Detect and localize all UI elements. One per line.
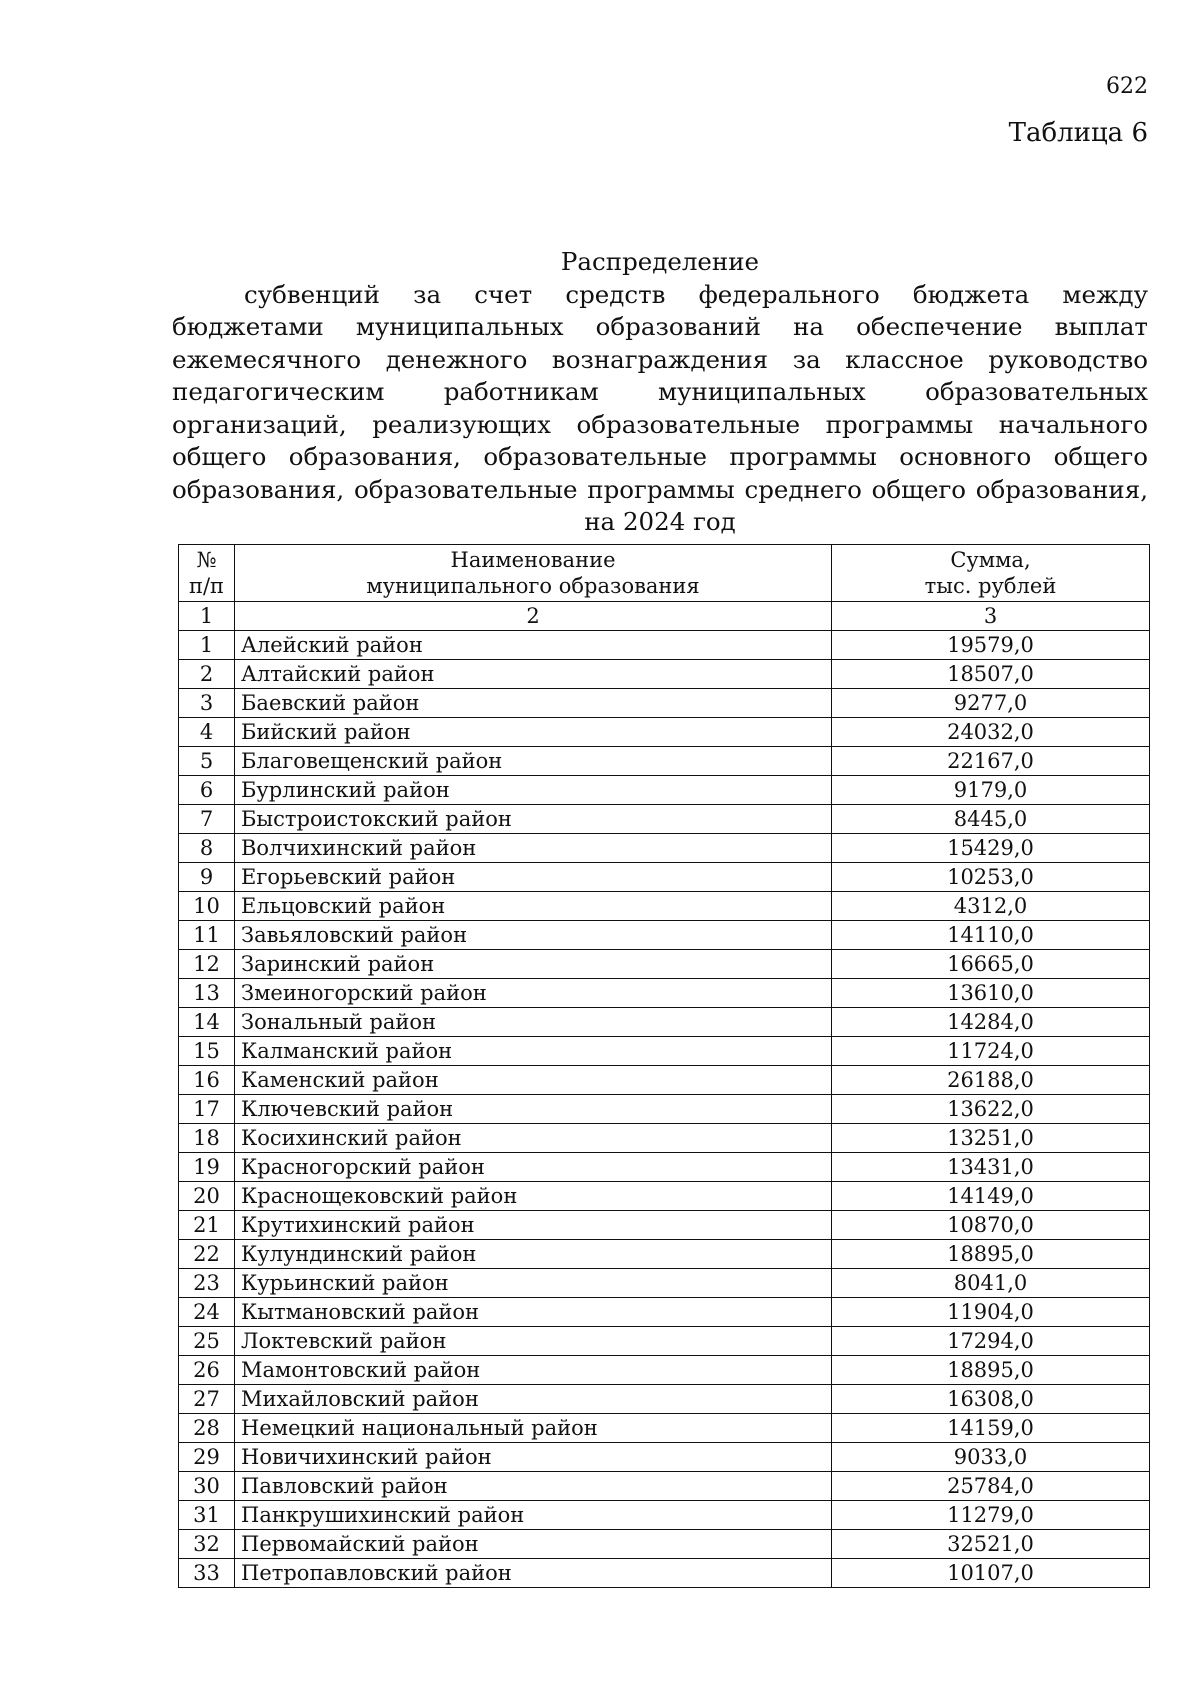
municipality-name-cell: Баевский район: [235, 689, 832, 718]
table-row: [179, 1443, 1150, 1472]
table-row: [179, 1298, 1150, 1327]
municipality-name-cell: Кулундинский район: [235, 1240, 832, 1269]
table-row: [179, 1124, 1150, 1153]
amount-cell: 11904,0: [832, 1298, 1150, 1327]
header-number: [179, 545, 235, 602]
row-number-cell: 12: [179, 950, 235, 979]
amount-cell: 8445,0: [832, 805, 1150, 834]
row-number-cell: 8: [179, 834, 235, 863]
municipality-name-cell: Красногорский район: [235, 1153, 832, 1182]
municipality-name-cell: Крутихинский район: [235, 1211, 832, 1240]
amount-cell: 10107,0: [832, 1559, 1150, 1588]
table-row: [179, 1182, 1150, 1211]
column-number: 1: [179, 602, 235, 631]
amount-cell: 18895,0: [832, 1240, 1150, 1269]
municipality-name-cell: Волчихинский район: [235, 834, 832, 863]
municipality-name-cell: Зональный район: [235, 1008, 832, 1037]
row-number-cell: 14: [179, 1008, 235, 1037]
amount-cell: 8041,0: [832, 1269, 1150, 1298]
table-row: [179, 1501, 1150, 1530]
row-number-cell: 4: [179, 718, 235, 747]
municipality-name-cell: Курьинский район: [235, 1269, 832, 1298]
amount-cell: 11279,0: [832, 1501, 1150, 1530]
row-number-cell: 18: [179, 1124, 235, 1153]
row-number-cell: 26: [179, 1356, 235, 1385]
table-row: [179, 660, 1150, 689]
header-amount-line2: тыс. рублей: [924, 574, 1057, 598]
municipality-name-cell: Локтевский район: [235, 1327, 832, 1356]
amount-cell: 25784,0: [832, 1472, 1150, 1501]
row-number-cell: 31: [179, 1501, 235, 1530]
municipality-name-cell: Благовещенский район: [235, 747, 832, 776]
table-row: [179, 776, 1150, 805]
municipality-name-cell: Каменский район: [235, 1066, 832, 1095]
municipality-name-cell: Егорьевский район: [235, 863, 832, 892]
row-number-cell: 1: [179, 631, 235, 660]
table-row: [179, 950, 1150, 979]
row-number-cell: 23: [179, 1269, 235, 1298]
table-header-row: [179, 545, 1150, 602]
amount-cell: 22167,0: [832, 747, 1150, 776]
amount-cell: 14110,0: [832, 921, 1150, 950]
amount-cell: 32521,0: [832, 1530, 1150, 1559]
table-row: [179, 1356, 1150, 1385]
table-row: [179, 1472, 1150, 1501]
table-row: [179, 979, 1150, 1008]
municipality-name-cell: Алтайский район: [235, 660, 832, 689]
municipality-name-cell: Михайловский район: [235, 1385, 832, 1414]
header-name-line1: Наименование: [450, 548, 616, 572]
amount-cell: 10870,0: [832, 1211, 1150, 1240]
table-row: [179, 1153, 1150, 1182]
amount-cell: 9179,0: [832, 776, 1150, 805]
row-number-cell: 16: [179, 1066, 235, 1095]
table-row: [179, 1008, 1150, 1037]
municipality-name-cell: Завьяловский район: [235, 921, 832, 950]
document-title: Распределение: [560, 247, 760, 276]
amount-cell: 14159,0: [832, 1414, 1150, 1443]
municipality-name-cell: Павловский район: [235, 1472, 832, 1501]
header-name: [235, 545, 832, 602]
table-row: [179, 1269, 1150, 1298]
amount-cell: 16308,0: [832, 1385, 1150, 1414]
amount-cell: 14149,0: [832, 1182, 1150, 1211]
table-row: [179, 1066, 1150, 1095]
column-number-row: [179, 602, 1150, 631]
table-row: [179, 921, 1150, 950]
municipality-name-cell: Заринский район: [235, 950, 832, 979]
municipality-name-cell: Калманский район: [235, 1037, 832, 1066]
amount-cell: 4312,0: [832, 892, 1150, 921]
amount-cell: 14284,0: [832, 1008, 1150, 1037]
amount-cell: 9033,0: [832, 1443, 1150, 1472]
row-number-cell: 21: [179, 1211, 235, 1240]
page-number: 622: [1106, 74, 1148, 99]
row-number-cell: 25: [179, 1327, 235, 1356]
table-row: [179, 631, 1150, 660]
amount-cell: 19579,0: [832, 631, 1150, 660]
header-number-line2: п/п: [188, 574, 225, 598]
municipality-name-cell: Немецкий национальный район: [235, 1414, 832, 1443]
table-row: [179, 834, 1150, 863]
table-row: [179, 892, 1150, 921]
table-row: [179, 1559, 1150, 1588]
municipality-name-cell: Краснощековский район: [235, 1182, 832, 1211]
municipality-name-cell: Косихинский район: [235, 1124, 832, 1153]
municipality-name-cell: Ельцовский район: [235, 892, 832, 921]
row-number-cell: 20: [179, 1182, 235, 1211]
row-number-cell: 33: [179, 1559, 235, 1588]
amount-cell: 13251,0: [832, 1124, 1150, 1153]
municipality-name-cell: Первомайский район: [235, 1530, 832, 1559]
row-number-cell: 17: [179, 1095, 235, 1124]
amount-cell: 15429,0: [832, 834, 1150, 863]
table-row: [179, 1211, 1150, 1240]
row-number-cell: 28: [179, 1414, 235, 1443]
amount-cell: 18895,0: [832, 1356, 1150, 1385]
municipality-name-cell: Змеиногорский район: [235, 979, 832, 1008]
row-number-cell: 22: [179, 1240, 235, 1269]
table-row: [179, 805, 1150, 834]
row-number-cell: 24: [179, 1298, 235, 1327]
amount-cell: 9277,0: [832, 689, 1150, 718]
municipality-name-cell: Новичихинский район: [235, 1443, 832, 1472]
amount-cell: 13431,0: [832, 1153, 1150, 1182]
table-row: [179, 1240, 1150, 1269]
amount-cell: 11724,0: [832, 1037, 1150, 1066]
table-row: [179, 718, 1150, 747]
row-number-cell: 5: [179, 747, 235, 776]
municipality-name-cell: Ключевский район: [235, 1095, 832, 1124]
amount-cell: 17294,0: [832, 1327, 1150, 1356]
header-amount-line1: Сумма,: [950, 548, 1031, 572]
amount-cell: 13610,0: [832, 979, 1150, 1008]
row-number-cell: 32: [179, 1530, 235, 1559]
table-label: Таблица 6: [1008, 118, 1148, 148]
amount-cell: 16665,0: [832, 950, 1150, 979]
table-row: [179, 1095, 1150, 1124]
row-number-cell: 15: [179, 1037, 235, 1066]
table-row: [179, 1414, 1150, 1443]
row-number-cell: 6: [179, 776, 235, 805]
row-number-cell: 27: [179, 1385, 235, 1414]
municipality-name-cell: Бурлинский район: [235, 776, 832, 805]
row-number-cell: 7: [179, 805, 235, 834]
header-number-line1: №: [196, 548, 217, 572]
row-number-cell: 29: [179, 1443, 235, 1472]
amount-cell: 13622,0: [832, 1095, 1150, 1124]
table-row: [179, 1327, 1150, 1356]
municipality-name-cell: Панкрушихинский район: [235, 1501, 832, 1530]
table-row: [179, 1385, 1150, 1414]
row-number-cell: 2: [179, 660, 235, 689]
row-number-cell: 11: [179, 921, 235, 950]
amount-cell: 24032,0: [832, 718, 1150, 747]
row-number-cell: 13: [179, 979, 235, 1008]
row-number-cell: 3: [179, 689, 235, 718]
municipality-name-cell: Алейский район: [235, 631, 832, 660]
document-heading: [172, 246, 1148, 539]
amount-cell: 18507,0: [832, 660, 1150, 689]
table-row: [179, 1530, 1150, 1559]
municipality-name-cell: Кытмановский район: [235, 1298, 832, 1327]
distribution-table: [178, 544, 1150, 1588]
table-row: [179, 747, 1150, 776]
row-number-cell: 9: [179, 863, 235, 892]
document-description: субвенций за счет средств федерального бюджета между бюджетами муниципальных образований на обеспечение выплат ежемесячного денежного вознаграждения за классное руководство педагогическим работникам муниципальных образовательных организаций, реализующих образовательные программы начального общего образования, образовательные программы основного общего образования, образовательные программы среднего общего образования, на 2024 год: [172, 279, 1148, 536]
table-row: [179, 1037, 1150, 1066]
column-number: 2: [235, 602, 832, 631]
municipality-name-cell: Мамонтовский район: [235, 1356, 832, 1385]
column-number: 3: [832, 602, 1150, 631]
table-row: [179, 689, 1150, 718]
municipality-name-cell: Бийский район: [235, 718, 832, 747]
header-amount: [832, 545, 1150, 602]
municipality-name-cell: Быстроистокский район: [235, 805, 832, 834]
row-number-cell: 30: [179, 1472, 235, 1501]
header-name-line2: муниципального образования: [366, 574, 700, 598]
table-row: [179, 863, 1150, 892]
row-number-cell: 10: [179, 892, 235, 921]
amount-cell: 26188,0: [832, 1066, 1150, 1095]
amount-cell: 10253,0: [832, 863, 1150, 892]
municipality-name-cell: Петропавловский район: [235, 1559, 832, 1588]
row-number-cell: 19: [179, 1153, 235, 1182]
